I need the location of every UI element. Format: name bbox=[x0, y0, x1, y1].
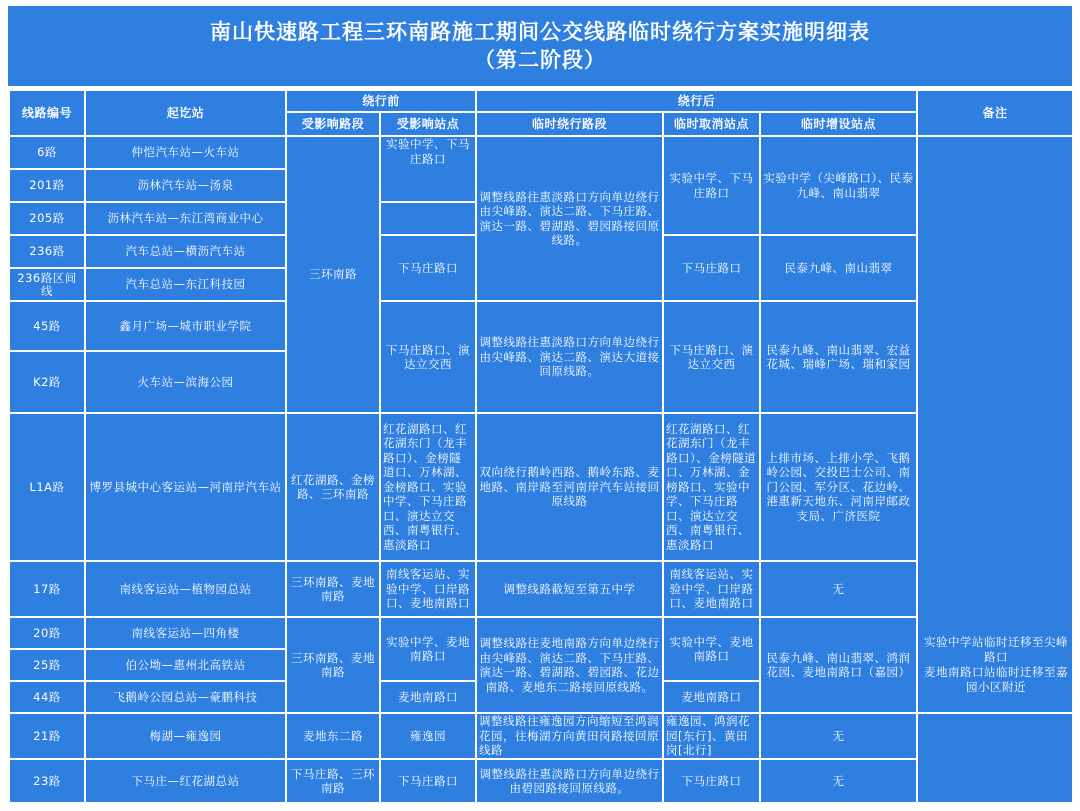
route-no: K2路 bbox=[9, 351, 85, 413]
table-title bbox=[8, 6, 1072, 86]
added-stops: 民泰九峰、南山翡翠、鸿润花园、麦地南路口（嘉园） bbox=[760, 617, 917, 713]
header-affected-stops: 受影响站点 bbox=[380, 112, 476, 136]
route-terminals: 博罗县城中心客运站—河南岸汽车站 bbox=[85, 413, 286, 561]
route-terminals: 伯公坳—惠州北高铁站 bbox=[85, 649, 286, 681]
header-route-no: 线路编号 bbox=[9, 90, 85, 136]
added-stops: 民泰九峰、南山翡翠 bbox=[760, 235, 917, 301]
remarks-note bbox=[921, 635, 1071, 695]
affected-stops: 实验中学、下马庄路口 bbox=[380, 136, 476, 202]
affected-section: 麦地东二路 bbox=[286, 713, 380, 759]
detour-table bbox=[8, 89, 1074, 804]
added-stops: 无 bbox=[760, 713, 917, 759]
route-terminals: 南线客运站—植物园总站 bbox=[85, 561, 286, 617]
cancelled-stops: 下马庄路口 bbox=[663, 759, 760, 803]
affected-section: 下马庄路、三环南路 bbox=[286, 759, 380, 803]
detour-path: 双向绕行鹅岭西路、鹅岭东路、麦地路、南岸路至河南岸汽车站接回原线路 bbox=[476, 413, 663, 561]
route-terminals: 汽车总站—横沥汽车站 bbox=[85, 235, 286, 268]
route-no: 6路 bbox=[9, 136, 85, 169]
affected-stops: 实验中学、麦地南路口 bbox=[380, 617, 476, 681]
route-no: 205路 bbox=[9, 202, 85, 235]
header-after: 绕行后 bbox=[476, 90, 917, 112]
affected-stops: 下马庄路口、演达立交西 bbox=[380, 301, 476, 413]
detour-path: 调整线路往雍逸园方向缩短至鸿润花园，往梅湖方向黄田岗路接回原线路 bbox=[476, 713, 663, 759]
route-terminals: 火车站—滨海公园 bbox=[85, 351, 286, 413]
route-terminals: 鑫月广场—城市职业学院 bbox=[85, 301, 286, 351]
route-terminals: 仲恺汽车站—火车站 bbox=[85, 136, 286, 169]
title-line-2: （第二阶段） bbox=[474, 48, 606, 72]
added-stops: 无 bbox=[760, 561, 917, 617]
cancelled-stops: 南线客运站、实验中学、口岸路口、麦地南路口 bbox=[663, 561, 760, 617]
remark-line-2: 麦地南路口站临时迁移至嘉园小区附近 bbox=[924, 665, 1068, 694]
title-line-1: 南山快速路工程三环南路施工期间公交线路临时绕行方案实施明细表 bbox=[210, 20, 870, 44]
route-no: 21路 bbox=[9, 713, 85, 759]
route-no: 20路 bbox=[9, 617, 85, 649]
affected-section: 红花湖路、金榜路、三环南路 bbox=[286, 413, 380, 561]
route-terminals: 沥林汽车站—东江湾商业中心 bbox=[85, 202, 286, 235]
route-no: 45路 bbox=[9, 301, 85, 351]
route-no: 25路 bbox=[9, 649, 85, 681]
detour-path: 调整线路截短至第五中学 bbox=[476, 561, 663, 617]
route-terminals: 梅湖—雍逸园 bbox=[85, 713, 286, 759]
cancelled-stops: 实验中学、下马庄路口 bbox=[663, 136, 760, 235]
remarks-cell bbox=[917, 136, 1073, 713]
remarks-cell bbox=[917, 713, 1073, 803]
route-no: 236路 bbox=[9, 235, 85, 268]
affected-stops: 麦地南路口 bbox=[380, 681, 476, 713]
route-no: 236路区间线 bbox=[9, 268, 85, 301]
header-added-stops: 临时增设站点 bbox=[760, 112, 917, 136]
cancelled-stops: 麦地南路口 bbox=[663, 681, 760, 713]
route-no: 44路 bbox=[9, 681, 85, 713]
route-no: L1A路 bbox=[9, 413, 85, 561]
detour-path: 调整线路往惠淡路口方向单边绕行由碧园路接回原线路。 bbox=[476, 759, 663, 803]
affected-stops: 南线客运站、实验中学、口岸路口、麦地南路口 bbox=[380, 561, 476, 617]
affected-stops bbox=[380, 202, 476, 235]
cancelled-stops: 红花湖路口、红花湖东门（龙丰路口）、金榜隧道口、万林湖、金榜路口、实验中学、下马庄路口、演达立交西、南粤银行、惠淡路口 bbox=[663, 413, 760, 561]
detour-path: 调整线路往惠淡路口方向单边绕行由尖峰路、演达二路、下马庄路、演达一路、碧湖路、碧园路接回原线路。 bbox=[476, 136, 663, 301]
added-stops: 上排市场、上排小学、飞鹅岭公园、交投巴士公司、南门公园、军分区、花边岭、港惠新天地东、河南岸邮政支局、广济医院 bbox=[760, 413, 917, 561]
detour-path: 调整线路往惠淡路口方向单边绕行由尖峰路、演达二路、演达大道接回原线路。 bbox=[476, 301, 663, 413]
cancelled-stops: 雍逸园、鸿润花园[东行]、黄田岗[北行] bbox=[663, 713, 760, 759]
header-cancelled-stops: 临时取消站点 bbox=[663, 112, 760, 136]
route-no: 17路 bbox=[9, 561, 85, 617]
cancelled-stops: 下马庄路口 bbox=[663, 235, 760, 301]
detour-path: 调整线路往麦地南路方向单边绕行由尖峰路、演达二路、下马庄路、演达一路、碧湖路、碧园路、花边南路、麦地东二路接回原线路。 bbox=[476, 617, 663, 713]
header-affected-section: 受影响路段 bbox=[286, 112, 380, 136]
route-terminals: 沥林汽车站—汤泉 bbox=[85, 169, 286, 202]
header-remarks: 备注 bbox=[917, 90, 1073, 136]
added-stops: 无 bbox=[760, 759, 917, 803]
header-detour-path: 临时绕行路段 bbox=[476, 112, 663, 136]
affected-stops: 红花湖路口、红花湖东门（龙丰路口）、金榜隧道口、万林湖、金榜路口、实验中学、下马庄路口、演达立交西、南粤银行、惠淡路口 bbox=[380, 413, 476, 561]
route-terminals: 南线客运站—四角楼 bbox=[85, 617, 286, 649]
cancelled-stops: 实验中学、麦地南路口 bbox=[663, 617, 760, 681]
affected-section: 三环南路、麦地南路 bbox=[286, 617, 380, 713]
affected-section: 三环南路 bbox=[286, 136, 380, 413]
route-no: 23路 bbox=[9, 759, 85, 803]
remark-line-1: 实验中学站临时迁移至尖峰路口 bbox=[924, 635, 1068, 664]
route-no: 201路 bbox=[9, 169, 85, 202]
added-stops: 实验中学（尖峰路口）、民泰九峰、南山翡翠 bbox=[760, 136, 917, 235]
affected-stops: 下马庄路口 bbox=[380, 235, 476, 301]
cancelled-stops: 下马庄路口、演达立交西 bbox=[663, 301, 760, 413]
affected-stops: 雍逸园 bbox=[380, 713, 476, 759]
header-terminals: 起讫站 bbox=[85, 90, 286, 136]
header-before: 绕行前 bbox=[286, 90, 476, 112]
affected-stops: 下马庄路口 bbox=[380, 759, 476, 803]
route-terminals: 下马庄—红花湖总站 bbox=[85, 759, 286, 803]
route-terminals: 飞鹅岭公园总站—豪鹏科技 bbox=[85, 681, 286, 713]
added-stops: 民泰九峰、南山翡翠、宏益花城、瑞峰广场、瑞和家园 bbox=[760, 301, 917, 413]
route-terminals: 汽车总站—东江科技园 bbox=[85, 268, 286, 301]
affected-section: 三环南路、麦地南路 bbox=[286, 561, 380, 617]
